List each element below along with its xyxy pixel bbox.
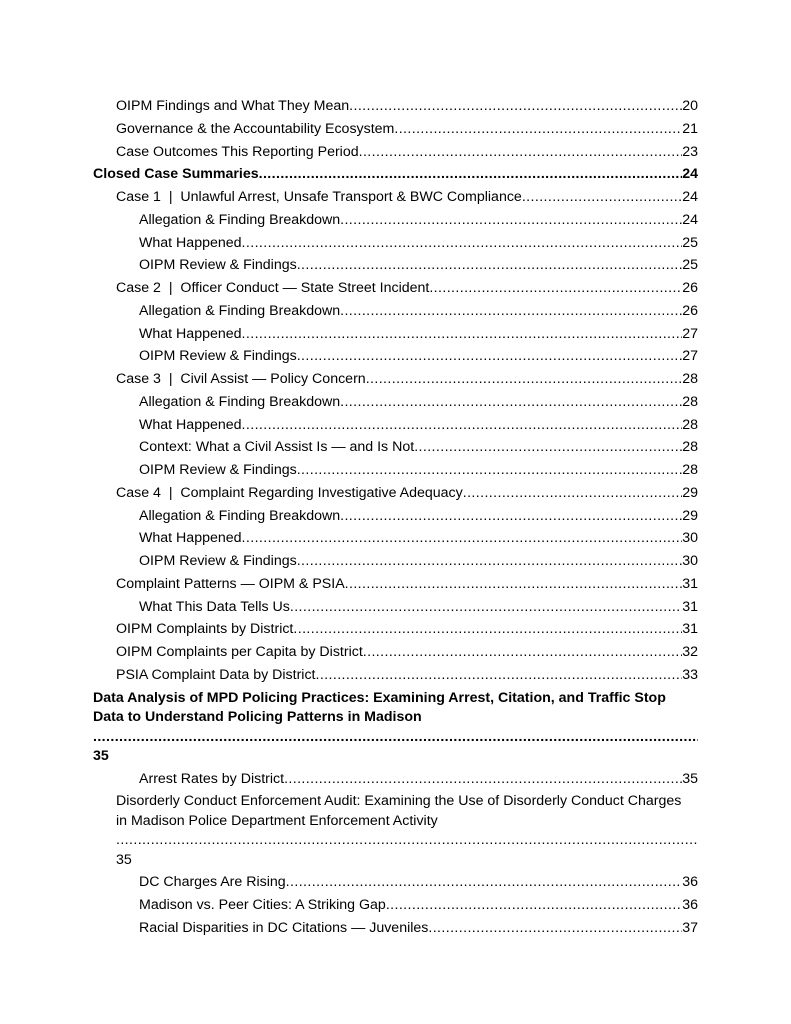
toc-entry[interactable] [93,790,698,871]
toc-page-number: 20 [682,98,698,114]
toc-page-number: 30 [682,553,698,569]
dot-leader [359,141,683,164]
toc-subentry[interactable] [93,459,698,482]
dot-leader [366,368,683,391]
toc-entry-title: OIPM Complaints by District [116,621,294,638]
dot-leader [93,728,698,748]
toc-entry[interactable] [93,573,698,596]
toc-entry-title: Context: What a Civil Assist Is — and Is Not [139,439,415,456]
toc-page-number: 33 [682,666,698,683]
toc-page-number: 31 [682,598,698,615]
toc-entry-title: Case Outcomes This Reporting Period [116,143,359,160]
toc-entry-title: OIPM Review & Findings [139,462,297,478]
dot-leader [293,618,682,641]
toc-entry-title: Allegation & Finding Breakdown [139,507,341,524]
toc-subentry[interactable] [93,300,698,323]
toc-entry[interactable] [93,95,698,118]
dot-leader [386,894,682,917]
dot-leader [290,596,682,619]
toc-page-number: 26 [682,302,698,319]
toc-page-number: 29 [682,484,698,501]
dot-leader [297,550,683,573]
toc-entry-title-line1: Data Analysis of MPD Policing Practices: Examining Arrest, Citation, and Traffic Stop [93,689,666,706]
toc-subentry[interactable] [93,436,698,459]
toc-entry-title: Case 2 | Officer Conduct — State Street Incident [116,280,430,296]
toc-entry[interactable] [93,186,698,209]
toc-page-number: 31 [682,621,698,638]
toc-subentry[interactable] [93,917,698,940]
dot-leader [414,436,682,459]
toc-section-entry[interactable] [93,687,698,768]
toc-page-number: 24 [682,166,698,183]
dot-leader [429,277,682,300]
dot-leader [242,527,683,550]
toc-entry-title: Madison vs. Peer Cities: A Striking Gap [139,897,386,913]
dot-leader [286,871,683,894]
toc-entry-title: OIPM Review & Findings [139,553,297,569]
toc-entry-title: What Happened [139,234,242,251]
dot-leader [349,95,682,118]
toc-entry[interactable] [93,664,698,687]
toc-page-number: 35 [93,748,109,764]
toc-subentry[interactable] [93,871,698,894]
toc-entry[interactable] [93,141,698,164]
toc-entry-title: What Happened [139,530,242,547]
dot-leader [242,414,683,437]
toc-page-number: 24 [682,189,698,205]
toc-page-number: 28 [682,416,698,433]
toc-page-number: 21 [682,120,698,137]
toc-page-number: 24 [682,211,698,228]
toc-page-number: 35 [682,770,698,787]
toc-entry[interactable] [93,118,698,141]
toc-entry-title: Closed Case Summaries [93,166,259,183]
toc-entry[interactable] [93,368,698,391]
toc-subentry[interactable] [93,232,698,255]
dot-leader [315,664,682,687]
toc-subentry[interactable] [93,894,698,917]
toc-page-number: 35 [116,851,132,868]
dot-leader [242,323,683,346]
toc-page-number: 28 [682,462,698,478]
toc-entry-title: Allegation & Finding Breakdown [139,211,341,228]
dot-leader [394,118,682,141]
toc-entry[interactable] [93,277,698,300]
toc-entry-title-line1: Disorderly Conduct Enforcement Audit: Examining the Use of Disorderly Conduct Charges [116,793,682,810]
toc-page-number: 27 [682,325,698,342]
toc-subentry[interactable] [93,254,698,277]
toc-entry-title: Case 1 | Unlawful Arrest, Unsafe Transport & BWC Compliance [116,189,522,205]
toc-subentry[interactable] [93,345,698,368]
toc-entry-title: Allegation & Finding Breakdown [139,302,341,319]
toc-subentry[interactable] [93,505,698,528]
dot-leader [297,459,683,482]
dot-leader [463,482,682,505]
toc-page-number: 27 [682,348,698,365]
toc-page-number: 37 [682,919,698,936]
dot-leader [345,573,683,596]
toc-page-number: 23 [682,143,698,160]
toc-entry-title-line2: Data to Understand Policing Patterns in Madison [93,709,422,725]
toc-page-number: 28 [682,371,698,387]
table-of-contents [93,95,698,940]
dot-leader [297,345,683,368]
dot-leader [340,391,682,414]
dot-leader [116,831,698,851]
toc-entry[interactable] [93,641,698,664]
toc-page-number: 28 [682,393,698,410]
toc-entry-title: PSIA Complaint Data by District [116,666,316,683]
toc-subentry[interactable] [93,768,698,791]
dot-leader [340,209,682,232]
toc-entry-title: OIPM Review & Findings [139,257,297,274]
toc-subentry[interactable] [93,550,698,573]
toc-page-number: 36 [682,897,698,913]
toc-subentry[interactable] [93,323,698,346]
toc-page-number: 31 [682,575,698,592]
dot-leader [242,232,683,255]
dot-leader [297,254,683,277]
dot-leader [259,163,683,186]
toc-page-number: 25 [682,257,698,274]
toc-subentry[interactable] [93,209,698,232]
dot-leader [522,186,682,209]
toc-section-entry[interactable] [93,163,698,186]
toc-entry-title: What This Data Tells Us [139,598,290,615]
toc-entry-title: OIPM Review & Findings [139,348,297,365]
toc-entry-title: Governance & the Accountability Ecosystem [116,120,395,137]
dot-leader [340,300,682,323]
toc-entry-title: Arrest Rates by District [139,770,285,787]
toc-entry-title: Racial Disparities in DC Citations — Juveniles [139,919,429,936]
toc-page-number: 36 [682,874,698,891]
toc-subentry[interactable] [93,596,698,619]
dot-leader [340,505,682,528]
toc-entry-title: Allegation & Finding Breakdown [139,393,341,410]
toc-entry-title: DC Charges Are Rising [139,874,286,891]
toc-entry-title: What Happened [139,325,242,342]
dot-leader [363,641,682,664]
toc-page-number: 29 [682,507,698,524]
toc-page-number: 25 [682,234,698,251]
dot-leader [428,917,682,940]
toc-entry-title: Complaint Patterns — OIPM & PSIA [116,575,345,592]
toc-subentry[interactable] [93,391,698,414]
toc-entry-title: OIPM Complaints per Capita by District [116,644,363,660]
toc-subentry[interactable] [93,414,698,437]
dot-leader [284,768,682,791]
toc-entry-title: Case 4 | Complaint Regarding Investigative Adequacy [116,484,463,501]
toc-page-number: 28 [682,439,698,456]
toc-page-number: 32 [682,644,698,660]
toc-entry[interactable] [93,618,698,641]
toc-subentry[interactable] [93,527,698,550]
toc-page-number: 26 [682,280,698,296]
toc-entry[interactable] [93,482,698,505]
toc-entry-title: What Happened [139,416,242,433]
toc-entry-title: OIPM Findings and What They Mean [116,98,350,114]
toc-entry-title-line2: in Madison Police Department Enforcement Activity [116,812,438,829]
toc-page-number: 30 [682,530,698,547]
toc-entry-title: Case 3 | Civil Assist — Policy Concern [116,371,366,387]
